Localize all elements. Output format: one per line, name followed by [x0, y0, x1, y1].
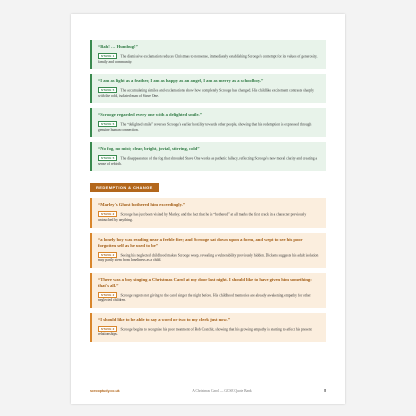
quote-text: “Marley's Ghost bothered him exceedingly.”	[98, 202, 186, 208]
analysis-body: Seeing his neglected childhood makes Scrooge weep, revealing a vulnerability previously hidden. Dickens suggests his adult isolation may partly stem from loneliness as a child.	[98, 252, 319, 263]
quote-card	[90, 198, 326, 227]
stave-badge: STAVE 5	[98, 155, 117, 161]
quote-card	[90, 273, 326, 308]
footer-title: A Christmas Carol — GCSE Quote Bank	[192, 389, 252, 393]
analysis-text	[98, 211, 320, 223]
analysis-body: Scrooge regrets not giving to the carol singer the night before. His childhood memories are already awakening empathy for other neglected children.	[98, 292, 311, 303]
quote-text: “I am as light as a feather, I am as happy as an angel, I am as merry as a schoolboy.”	[98, 78, 264, 84]
document-page	[71, 14, 345, 404]
analysis-body: The dismissive exclamation reduces Christmas to nonsense, immediately establishing Scrooge's contempt for its values of generosity, family and community.	[98, 54, 318, 64]
quote-text: “Scrooge regarded every one with a delighted smile.”	[98, 112, 202, 118]
page-content	[90, 40, 326, 347]
quote-card	[90, 233, 326, 268]
stave-badge: STAVE 5	[98, 87, 117, 93]
quote-card	[90, 313, 326, 342]
stave-badge: STAVE 5	[98, 121, 117, 127]
analysis-body: The disappearance of the fog that shrouded Stave One works as pathetic fallacy, reflecting Scrooge's new moral clarity and creating a sense of rebirth.	[98, 156, 318, 167]
analysis-text	[98, 87, 320, 99]
stave-badge: STAVE 1	[98, 53, 117, 59]
analysis-text	[98, 155, 320, 167]
quote-text: “I should like to be able to say a word or two to my clerk just now.”	[98, 316, 230, 322]
analysis-body: The accumulating similes and exclamations show how completely Scrooge has changed. His childlike excitement contrasts sharply with the cold, isolated man of Stave One.	[98, 88, 315, 98]
quote-card	[90, 108, 326, 137]
quote-card	[90, 142, 326, 171]
stave-badge: STAVE 2	[98, 211, 117, 217]
footer-site-link[interactable]: scrooptudy.co.uk	[90, 389, 120, 393]
stave-badge: STAVE 2	[98, 252, 117, 258]
quote-text: “a lonely boy was reading near a feeble fire; and Scrooge sat down upon a form, and wept to see his poor forgotten self as he used to be”	[98, 236, 303, 248]
quote-card	[90, 74, 326, 103]
analysis-text	[98, 292, 320, 304]
stave-badge: STAVE 2	[98, 326, 117, 332]
analysis-body: Scrooge begins to recognise his poor treatment of Bob Cratchit, showing that his growing empathy is starting to affect his present relationships.	[98, 327, 312, 337]
analysis-text	[98, 53, 320, 65]
analysis-text	[98, 252, 320, 264]
page-footer	[90, 389, 326, 393]
quote-card	[90, 40, 326, 69]
quote-text: “There was a boy singing a Christmas Carol at my door last night. I should like to have given him something: that's all.”	[98, 276, 312, 288]
page-number: 8	[324, 389, 326, 393]
stave-badge: STAVE 2	[98, 292, 117, 298]
section-heading: REDEMPTION & CHANGE	[90, 183, 159, 192]
quote-text: “No fog, no mist; clear, bright, jovial, stirring, cold”	[98, 146, 200, 152]
analysis-body: Scrooge has just been visited by Marley, and the fact that he is “bothered” at all marks the first crack in a character previously untouched by anything.	[98, 212, 307, 223]
quote-text: “Bah! … Humbug!”	[98, 44, 138, 49]
analysis-text	[98, 326, 320, 338]
analysis-body: The “delighted smile” reverses Scrooge's earlier hostility towards other people, showing that his redemption is expressed through genuine human connection.	[98, 122, 312, 132]
analysis-text	[98, 121, 320, 133]
